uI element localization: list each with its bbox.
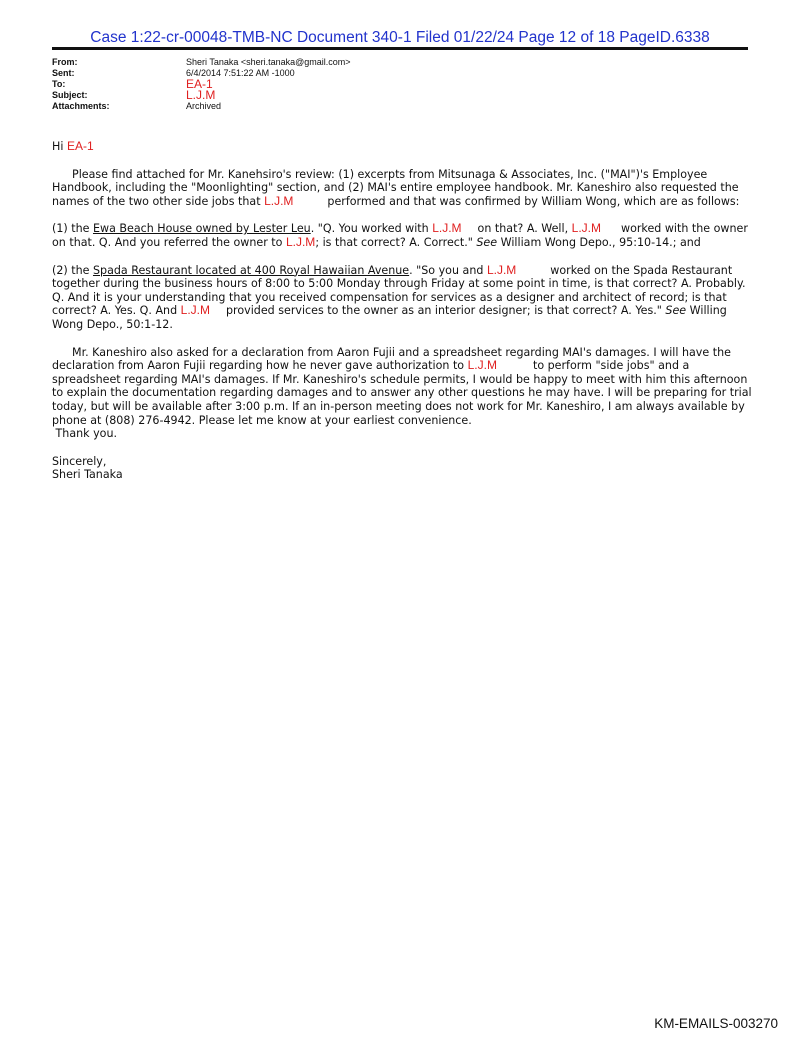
redaction-ljm: L.J.M <box>486 262 517 277</box>
p2-text-a: (1) the <box>52 222 90 236</box>
redaction-ljm: L.J.M <box>571 221 601 236</box>
redaction-ljm: L.J.M <box>285 234 316 249</box>
to-label: To: <box>52 79 66 89</box>
redaction-ljm: L.J.M <box>264 193 294 208</box>
thank-you: Thank you. <box>55 427 118 441</box>
p1-text-b: performed and that was confirmed by William Wong, which are as follows: <box>327 194 740 208</box>
p1-text-a: Please find attached for Mr. Kanehsiro's review: (1) excerpts from Mitsunaga & Associates, Inc. ("MAI")'s Employee Handbook, including the "Moonlighting" section, and (2) MAI's entire employee handbook. Mr. Kaneshiro also requested the names of the two other side jobs that <box>52 167 739 208</box>
signature-name: Sheri Tanaka <box>52 468 123 482</box>
signature-block <box>52 455 752 482</box>
p2-text-c: on that? A. Well, <box>477 222 569 236</box>
p2-text-f: William Wong Depo., 95:10-14.; and <box>500 235 701 249</box>
attachments-row <box>52 101 351 112</box>
subject-label: Subject: <box>52 90 88 100</box>
redaction-ljm: L.J.M <box>180 303 210 318</box>
case-header: Case 1:22-cr-00048-TMB-NC Document 340-1 Filed 01/22/24 Page 12 of 18 PageID.6338 <box>52 28 748 50</box>
to-redaction: EA-1 <box>186 77 213 91</box>
p3-text-d: provided services to the owner as an interior designer; is that correct? A. Yes." <box>226 304 662 318</box>
p2-text-d: worked with the owner on that. Q. And you referred the owner to <box>52 222 748 249</box>
paragraph-4 <box>52 346 752 441</box>
see-signal: See <box>476 235 498 249</box>
paragraph-1 <box>52 168 752 209</box>
see-signal: See <box>665 304 687 318</box>
from-row <box>52 57 351 68</box>
greeting-text: Hi <box>52 140 64 153</box>
from-label: From: <box>52 57 78 67</box>
subject-row <box>52 90 351 101</box>
recipient-redaction: EA-1 <box>66 139 94 153</box>
p3-text-e: Willing Wong Depo., 50:1-12. <box>52 304 727 331</box>
greeting <box>52 140 752 154</box>
attachments-value: Archived <box>186 101 222 111</box>
sent-value: 6/4/2014 7:51:22 AM -1000 <box>186 68 295 78</box>
from-value: Sheri Tanaka <sheri.tanaka@gmail.com> <box>186 57 351 67</box>
ewa-beach-house-link[interactable]: Ewa Beach House owned by Lester Leu <box>92 222 311 236</box>
spada-restaurant-link[interactable]: Spada Restaurant located at 400 Royal Hawaiian Avenue <box>92 263 410 277</box>
subject-redaction: L.J.M <box>186 88 216 102</box>
p4-text-a: Mr. Kaneshiro also asked for a declaration from Aaron Fujii and a spreadsheet regarding MAI's damages. I will have the declaration from Aaron Fujii regarding how he never gave authorization to <box>52 345 731 373</box>
closing: Sincerely, <box>52 454 107 468</box>
p2-text-e: ; is that correct? A. Correct." <box>315 235 473 249</box>
sent-label: Sent: <box>52 68 75 78</box>
p3-text-b: . "So you and <box>409 263 484 277</box>
redaction-ljm: L.J.M <box>467 358 497 373</box>
p2-text-b: . "Q. You worked with <box>310 222 429 236</box>
p4-text-b: to perform "side jobs" and a spreadsheet regarding MAI's damages. If Mr. Kaneshiro's schedule permits, I would be happy to meet with him this afternoon to explain the documentation regarding damages and to answer any other questions he may have. I will be preparing for trial today, but will be available after 3:00 p.m. If an in-person meeting does not work for Mr. Kaneshiro, I am always available by phone at (808) 276-4942. Please let me know at your earliest convenience. <box>52 359 752 427</box>
p3-text-c: worked on the Spada Restaurant together during the business hours of 8:00 to 5:00 Monday through Friday at some point in time, is that correct? A. Probably. Q. And it is your understanding that you received compensation for services as a designer and architect of record; is that correct? A. Yes. Q. And <box>52 263 746 318</box>
attachments-label: Attachments: <box>52 101 110 111</box>
paragraph-2 <box>52 222 752 249</box>
paragraph-3 <box>52 264 752 332</box>
bates-number: KM-EMAILS-003270 <box>654 1016 778 1031</box>
redaction-ljm: L.J.M <box>432 221 462 236</box>
email-body <box>52 140 752 496</box>
p3-text-a: (2) the <box>52 263 90 277</box>
email-metadata <box>52 57 351 112</box>
